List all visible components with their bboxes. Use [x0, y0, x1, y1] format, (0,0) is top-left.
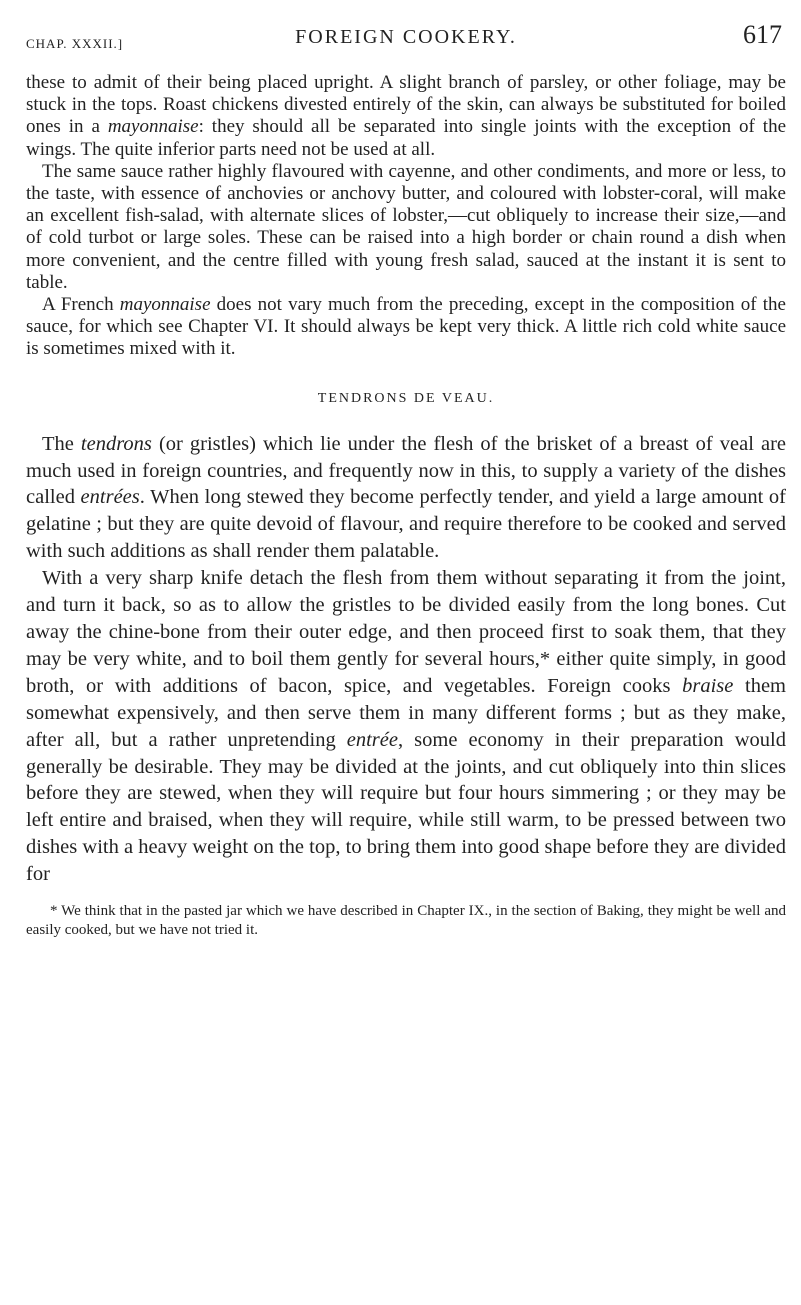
footnote-text: * We think that in the pasted jar which we have described in Chapter IX., in the section of Baking, they might be well and easily cooked, but we have not tried it.	[26, 903, 786, 939]
running-title: FOREIGN COOKERY.	[295, 26, 517, 48]
paragraph-continuation: these to admit of their being placed upright. A slight branch of parsley, or other foliage, may be stuck in the tops. Roast chickens divested entirely of the skin, can always be substituted for boiled ones in a mayonnaise: they should all be separated into single joints with the exception of the wings. The quite inferior parts need not be used at all.	[26, 72, 786, 160]
paragraph-french-mayonnaise: A French mayonnaise does not vary much from the preceding, except in the composition of the sauce, for which see Chapter VI. It should always be kept very thick. A little rich cold white sauce is sometimes mixed with it.	[26, 294, 786, 360]
book-page	[26, 18, 786, 1288]
paragraph-tendrons-intro: The tendrons (or gristles) which lie under the flesh of the brisket of a breast of veal are much used in foreign countries, and frequently now in this, to supply a variety of the dishes called entrées. When long stewed they become perfectly tender, and yield a large amount of gelatine ; but they are quite devoid of flavour, and require therefore to be cooked and served with such additions as shall render them palatable.	[26, 432, 787, 563]
paragraph-tendrons-method: With a very sharp knife detach the flesh from them without separating it from the joint, and turn it back, so as to allow the gristles to be divided easily from the long bones. Cut away the chine-bone from their outer edge, and then proceed first to soak them, that they may be very white, and to boil them gently for several hours,* either quite simply, in good broth, or with additions of bacon, spice, and vegetables. Foreign cooks braise them somewhat expensively, and then serve them in many different forms ; but as they make, after all, but a rather unpretending entrée, some economy in their preparation would generally be desirable. They may be divided at the joints, and cut obliquely into thin slices before they are stewed, when they will require but four hours simmering ; or they may be left entire and braised, when they will require, while still warm, to be pressed between two dishes with a heavy weight on the top, to bring them into good shape before they are divided for	[26, 567, 786, 886]
page-number: 617	[743, 20, 782, 49]
running-head	[26, 18, 786, 58]
tendrons-section	[26, 431, 786, 888]
footnote	[26, 902, 786, 940]
chapter-label: CHAP. XXXII.]	[26, 36, 124, 51]
section-heading: TENDRONS DE VEAU.	[317, 390, 495, 406]
paragraph-fish-salad: The same sauce rather highly flavoured with cayenne, and other condiments, and more or less, to the taste, with essence of anchovies or anchovy butter, and coloured with lobster-coral, will make an excellent fish-salad, with alternate slices of lobster,—cut obliquely to increase their size,—and of cold turbot or large soles. These can be raised into a high border or chain round a dish when more convenient, and the centre filled with young fresh salad, sauced at the instant it is sent to table.	[26, 160, 786, 293]
mayonnaise-section	[26, 72, 786, 361]
